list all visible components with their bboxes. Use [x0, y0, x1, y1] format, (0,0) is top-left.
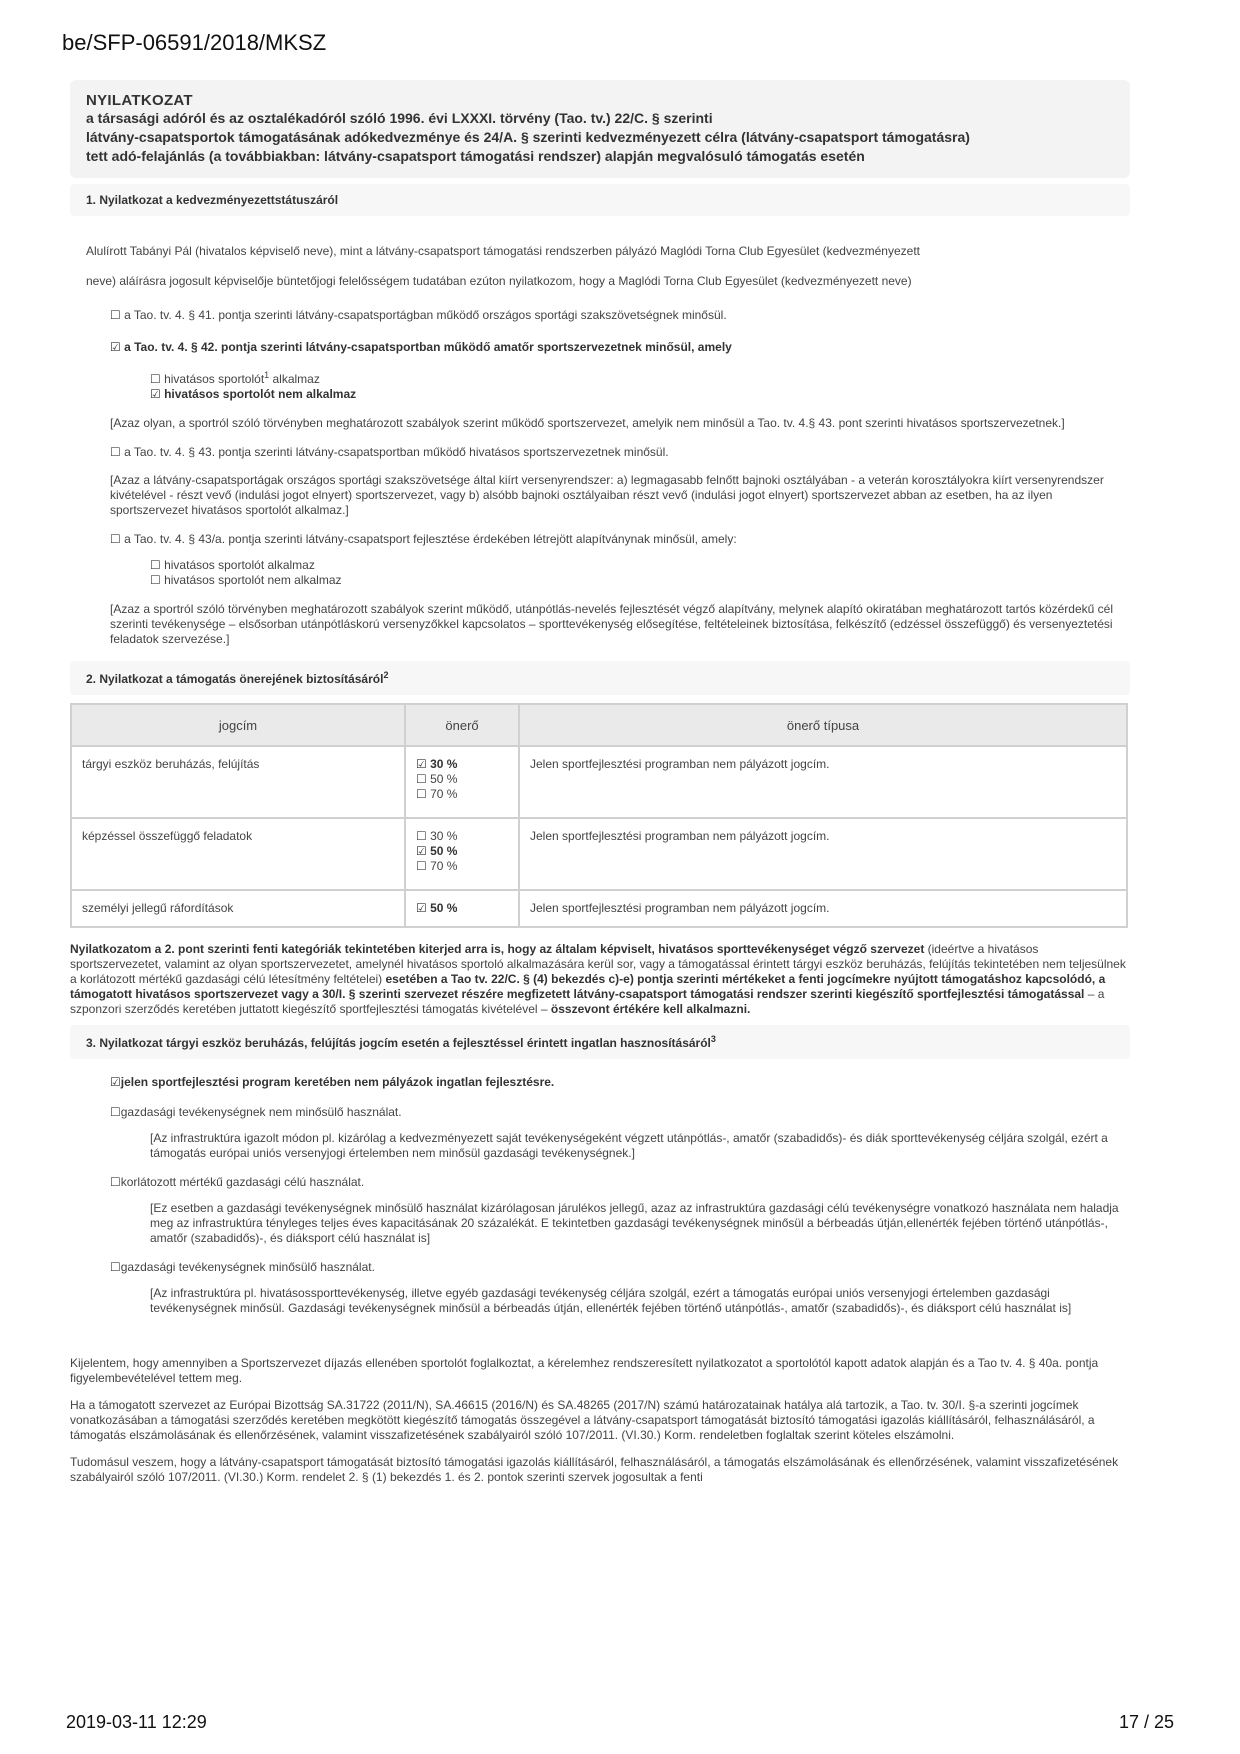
closing-paragraph: Tudomásul veszem, hogy a látvány-csapatsport támogatását biztosító támogatási igazolás kiállításáról, felhasználásáról, a támogatás elszámolásának és ellenőrzésének, valamint visszafizetésének szabályairól szóló 107/2011. (VI.30.) Korm. rendelet 2. § (1) bekezdés 1. és 2. pontok szerinti szervek jogosultak a fenti — [70, 1455, 1119, 1484]
section-title: 2. Nyilatkozat a támogatás önerejének biztosításáról — [86, 672, 384, 686]
amateur-note: [Azaz olyan, a sportról szóló törvényben meghatározott szabályok szerint működő sportszervezet, amelyik nem minősül a Tao. tv. 4.§ 43. pont szerinti hivatásos sportszervezetnek.] — [110, 416, 1065, 430]
checkbox-50[interactable]: ☑ 50 % — [416, 901, 458, 915]
checkbox-30[interactable]: ☑ 30 % — [416, 757, 458, 771]
checkbox-50[interactable]: ☐ 50 % — [416, 772, 458, 786]
option-non-economic[interactable]: ☐gazdasági tevékenységnek nem minősülő használat. — [110, 1105, 402, 1119]
col-header-jogcim: jogcím — [71, 704, 405, 746]
option-foundation[interactable]: ☐ a Tao. tv. 4. § 43/a. pontja szerinti látvány-csapatsport fejlesztése érdekében létrejött alapítványnak minősül, amely: — [110, 532, 737, 546]
statement-bold: Nyilatkozatom a 2. pont szerinti fenti kategóriák tekintetében kiterjed arra is, hogy az általam képviselt, hivatásos sporttevékenységet végző szervezet — [70, 942, 925, 956]
cell-tipus: Jelen sportfejlesztési programban nem pályázott jogcím. — [519, 818, 1127, 890]
option-limited-economic[interactable]: ☐korlátozott mértékű gazdasági célú használat. — [110, 1175, 365, 1189]
cell-jogcim: képzéssel összefüggő feladatok — [71, 818, 405, 890]
section2-heading — [70, 661, 1130, 695]
cell-onero — [405, 818, 519, 890]
footnote-ref: 1 — [264, 370, 270, 380]
title-line: tett adó-felajánlás (a továbbiakban: látvány-csapatsport támogatási rendszer) alapján megvalósuló támogatás esetén — [86, 148, 865, 164]
table-row — [71, 746, 1127, 818]
section1-heading: 1. Nyilatkozat a kedvezményezettstátuszáról — [70, 184, 1130, 216]
checkbox-50[interactable]: ☑ 50 % — [416, 844, 458, 858]
limited-economic-note: [Ez esetben a gazdasági tevékenységnek minősülő használat kizárólagosan járulékos jellegű, azaz az infrastruktúra gazdasági célú tevékenységre vonatkozó használata nem haladja meg az infrastruktúra tényleges teljes éves kapacitásának 20 százalékát. E tekintetben gazdasági tevékenységnek minősül a bérbeadás útján,ellenérték fejében történő utánpótlás-, amatőr (szabadidős)-, és diáksport célú használat is] — [150, 1201, 1119, 1245]
checkbox-70[interactable]: ☐ 70 % — [416, 859, 458, 873]
option-label: alkalmaz — [269, 372, 320, 386]
cell-tipus: Jelen sportfejlesztési programban nem pályázott jogcím. — [519, 746, 1127, 818]
statement-text: (ideértve a hivatásos sportszervezetet, valamint az olyan sportszervezetet, amelynél hivatásos sportoló alkalmazására kerül sor, vagy a támogatással érintett tárgyi eszköz beruházás, felújítás tekintetében nem teljesülnek a korlátozott mértékű gazdasági célú létesítmény feltételei) — [70, 942, 1126, 986]
cell-jogcim: személyi jellegű ráfordítások — [71, 890, 405, 927]
cell-jogcim: tárgyi eszköz beruházás, felújítás — [71, 746, 405, 818]
intro-line: neve) aláírásra jogosult képviselője büntetőjogi felelősségem tudatában ezúton nyilatkozom, hogy a Maglódi Torna Club Egyesület (kedvezményezett neve) — [86, 274, 912, 288]
option-pro-club[interactable]: ☐ a Tao. tv. 4. § 43. pontja szerinti látvány-csapatsportban működő hivatásos sportszervezetnek minősül. — [110, 445, 669, 459]
option-no-pro[interactable]: ☑ hivatásos sportolót nem alkalmaz — [150, 387, 357, 401]
foundation-note: [Azaz a sportról szóló törvényben meghatározott szabályok szerint működő, utánpótlás-nevelés fejlesztését végző alapítvány, melynek alapító okiratában meghatározott tartós közérdekű cél szerinti tevékenysége – elsősorban utánpótláskorú versenyzőkkel kapcsolatos – sporttevékenység elősegítése, feltételeinek biztosítása, felkészítő (edzéssel összefüggő) és versenyeztetési feladatok szervezése.] — [110, 602, 1113, 646]
closing-paragraph: Ha a támogatott szervezet az Európai Bizottság SA.31722 (2011/N), SA.46615 (2016/N) és SA.48265 (2017/N) számú határozatainak hatálya alá tartozik, a Tao. tv. 30/I. §-a szerinti jogcímek vonatkozásában a támogatási szerződés keretében megkötött kiegészítő támogatás összegével a látvány-csapatsport támogatását biztosító támogatási igazolás kiállításáról, felhasználásáról, a támogatás elszámolásának és ellenőrzésének, valamint visszafizetésének szabályairól szóló 107/2011. (VI.30.) Korm. rendeletben foglaltak szerint köteles elszámolni. — [70, 1398, 1095, 1442]
cell-tipus: Jelen sportfejlesztési programban nem pályázott jogcím. — [519, 890, 1127, 927]
statement-bold: összevont értékére kell alkalmazni. — [550, 1002, 751, 1016]
cell-onero — [405, 890, 519, 927]
document-content — [70, 80, 1130, 1485]
checkbox-70[interactable]: ☐ 70 % — [416, 787, 458, 801]
economic-note: [Az infrastruktúra pl. hivatásossporttevékenység, illetve egyéb gazdasági tevékenység céljára szolgál, ezért a támogatás európai uniós versenyjogi értelemben gazdasági tevékenységnek minősül. Gazdasági tevékenységnek minősül a bérbeadás útján, ellenérték fejében történő utánpótlás-, amatőr (szabadidős)-, és diáksport célú használat is] — [150, 1286, 1072, 1315]
footnote-ref: 2 — [383, 670, 389, 680]
table-row — [71, 818, 1127, 890]
option-no-property[interactable]: ☑jelen sportfejlesztési program keretében nem pályázok ingatlan fejlesztésre. — [110, 1075, 555, 1089]
section1-intro — [70, 236, 1130, 296]
option-national-federation[interactable]: ☐ a Tao. tv. 4. § 41. pontja szerinti látvány-csapatsportágban működő országos sportági szakszövetségnek minősül. — [110, 308, 727, 322]
footnote-ref: 3 — [710, 1034, 716, 1044]
intro-line: Alulírott Tabányi Pál (hivatalos képviselő neve), mint a látvány-csapatsport támogatási rendszerben pályázó Maglódi Torna Club Egyesület (kedvezményezett — [86, 244, 920, 258]
option-label: ☐ hivatásos sportolót — [150, 372, 265, 386]
option-amateur-club[interactable]: ☑ a Tao. tv. 4. § 42. pontja szerinti látvány-csapatsportban működő amatőr sportszervezetnek minősül, amely — [110, 340, 732, 354]
title-line: látvány-csapatsportok támogatásának adókedvezménye és 24/A. § szerinti kedvezményezett célra (látvány-csapatsport támogatásra) — [86, 129, 970, 145]
non-economic-note: [Az infrastruktúra igazolt módon pl. kizárólag a kedvezményezett saját tevékenységeként végzett utánpótlás-, amatőr (szabadidős)- és diák sporttevékenység céljára szolgál, ezért a támogatás európai uniós versenyjogi értelemben nem minősül gazdasági tevékenységnek.] — [150, 1131, 1108, 1160]
col-header-onero-tipusa: önerő típusa — [519, 704, 1127, 746]
col-header-onero: önerő — [405, 704, 519, 746]
title-heading: NYILATKOZAT — [86, 92, 193, 109]
section-title: 3. Nyilatkozat tárgyi eszköz beruházás, felújítás jogcím esetén a fejlesztéssel érintett ingatlan hasznosításáról — [86, 1036, 711, 1050]
option-employs-pro[interactable] — [150, 368, 1130, 387]
section2-statement — [70, 942, 1130, 1017]
footer-date: 2019-03-11 12:29 — [66, 1712, 207, 1732]
closing-paragraph: Kijelentem, hogy amennyiben a Sportszervezet díjazás ellenében sportolót foglalkoztat, a kérelemhez rendszeresített nyilatkozatot a sportolótól kapott adatok alapján és a Tao tv. 4. § 40a. pontja figyelembevételével tettem meg. — [70, 1356, 1099, 1385]
section3-heading — [70, 1025, 1130, 1059]
own-contribution-table — [70, 703, 1128, 928]
title-line: a társasági adóról és az osztalékadóról szóló 1996. évi LXXXI. törvény (Tao. tv.) 22/C. § szerinti — [86, 110, 713, 126]
document-id: be/SFP-06591/2018/MKSZ — [62, 30, 327, 55]
page-number: 17 / 25 — [1118, 1712, 1174, 1732]
checkbox-30[interactable]: ☐ 30 % — [416, 829, 458, 843]
cell-onero — [405, 746, 519, 818]
option-foundation-no-employ[interactable]: ☐ hivatásos sportolót nem alkalmaz — [150, 573, 342, 587]
statement-text: – a szponzori szerződés keretében juttatott kiegészítő sportfejlesztési támogatás kivételével – — [70, 987, 1105, 1016]
option-economic[interactable]: ☐gazdasági tevékenységnek minősülő használat. — [110, 1260, 375, 1274]
pro-note: [Azaz a látvány-csapatsportágak országos sportági szakszövetsége által kiírt versenyrendszer: a) legmagasabb felnőtt bajnoki osztályában - a veterán korosztályokra kiírt versenyrendszer kivételével - részt vevő (indulási jogot elnyert) sportszervezet, vagy b) alsóbb bajnoki osztályaiban részt vevő (indulási jogot elnyert) sportszervezet abban az esetben, ha az ilyen sportszervezet hivatásos sportolót alkalmaz.] — [110, 473, 1104, 517]
title-box — [70, 80, 1130, 178]
statement-bold: esetében a Tao tv. 22/C. § (4) bekezdés c)-e) pontja szerinti mértékeket a fenti jogcímekre nyújtott támogatáshoz kapcsolódó, a támogatott hivatásos sportszervezet vagy a 30/I. § szerinti szervezet részére megfizetett látvány-csapatsport támogatási rendszer szerinti kiegészítő sportfejlesztési támogatással — [70, 972, 1106, 1001]
table-row — [71, 890, 1127, 927]
option-foundation-employs[interactable]: ☐ hivatásos sportolót alkalmaz — [150, 558, 315, 572]
